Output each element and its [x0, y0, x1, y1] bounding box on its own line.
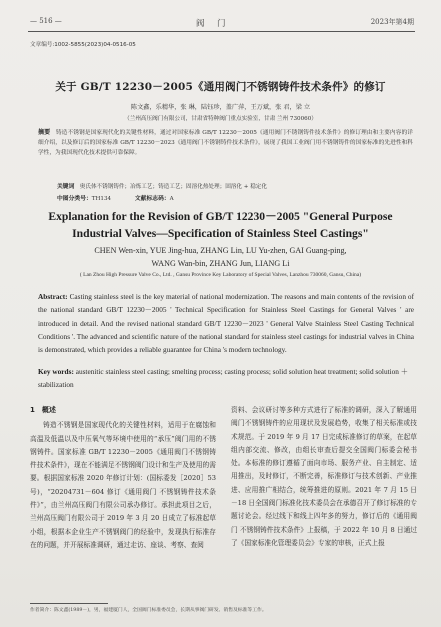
- english-affiliation: ( Lan Zhou High Pressure Valve Co., Ltd. , Gansu Province Key Laboratory of Special Valves, Lanzhou 730060, Gansu, China): [79, 272, 362, 278]
- chinese-abstract-text: 铸造不锈钢是国家现代化的关键性材料，通过对国家标准 GB/T 12230－2005《通用阀门不锈钢铸件技术条件》的修订理由和主要内容的详细介绍，以及修订后的国家标准 GB/T 12230－2023《通用阀门不锈钢铸件技术条件》，展现了我国工业阀门用不锈钢铸件的国家标准的先进性和科学性，为我国现代化技术提供可靠保障。: [38, 130, 413, 157]
- english-keywords-text: austenitic stainless steel casting; smelting process; casting process; solid solution heat treatment; solid solution ＋ stabilization: [38, 367, 409, 389]
- english-keywords: [38, 366, 414, 392]
- chinese-keywords-text: 奥氏体不锈钢铸件；冶炼工艺；铸造工艺；固溶化热处理；固溶化 + 稳定化: [79, 184, 267, 190]
- english-abstract: [38, 290, 414, 356]
- body-right-column: [231, 404, 417, 550]
- chinese-abstract-label: 摘要: [38, 129, 51, 136]
- english-keywords-label: Key words:: [38, 367, 74, 376]
- english-abstract-label: Abstract:: [38, 292, 68, 301]
- clc-label: 中图分类号：: [57, 196, 92, 202]
- journal-name: 阀 门: [196, 19, 228, 29]
- doc-code: A: [169, 196, 174, 202]
- body-right-text: 资料、会议研讨等多种方式进行了标准的调研，深入了解通用阀门不锈钢铸件的应用现状及发展趋势，收集了相关标准或技术规范。于 2019 年 9 月 17 日完成标准修订的草案，在起草组内部交流、修改，由组长审查后提交全国阀门标委会秘书处。本标准的修订遵循了面向市场、服务产业、自主制定、适用推出，及时修订，不断完善，标准修订与技术创新、产业推进、应用推广相结合，统筹推进的原则。2021 年 7 月 15 日－18 日全国阀门标准化技术委员会在承德召开了修订标准的专题讨论会。经过线下和线上四年多的努力，修订后的《通用阀门 不锈钢铸件技术条件》上报稿，于 2022 年 10 月 8 日通过了《国家标准化管理委员会》专家的审核，正式上报: [231, 406, 417, 547]
- english-title-line-2: Industrial Valves—Specification of Stainless Steel Castings": [72, 226, 369, 240]
- english-abstract-text: Casting stainless steel is the key material of national modernization. The reasons and main contents of the revision of the national standard GB/T 12230－2005 ' Technical Specification for Stainless Steel Castings for General Valves ' are introduced in detail. And the revised national standard GB/T 12230－2023 ' General Valve Stainless Steel Casting Technical Conditions '. The advanced and scientific nature of the national standard for stainless steel castings for industrial valves in China is demonstrated, which provides a reliable guarantee for China 's modern technology.: [38, 292, 415, 355]
- chinese-title: 关于 GB/T 12230－2005《通用阀门不锈钢铸件技术条件》的修订: [55, 81, 386, 93]
- footnote-rule: [30, 603, 108, 604]
- body-left-column: [30, 404, 216, 552]
- chinese-keywords-label: 关键词: [57, 184, 75, 190]
- english-title-line-1: Explanation for the Revision of GB/T 12230－2005 "General Purpose: [48, 210, 393, 223]
- chinese-authors: 陈文鑫，乐精华，张 琳，陆钰珍，盖广萍，王万斌，张 君，梁 立: [130, 104, 311, 111]
- classification-line: [57, 193, 417, 202]
- body-left-text: 铸造不锈钢是国家现代化的关键性材料，适用于在腐蚀和高温及低温以及中压氧气等环境中使用的“承压”阀门用的不锈钢铸件。国家标准 GB/T 12230－2005《通用阀门不锈钢铸件技术条件》，现在不能满足不锈钢阀门设计和生产及使用的需要。根据国家标准 2020 年修订计划：(国标委发［2020］53 号)，“20204731－604 修订《通用阀门 不锈钢铸件技术条件》”，由兰州高压阀门有限公司承办修订。承担此项目之后，兰州高压阀门有限公司于 2019 年 3 月 20 日成立了标准起草小组，根据本企业生产不锈钢阀门的经验中，发现执行标准存在的问题，并开展标准调研，通过走访、座谈、考察、查阅: [30, 421, 216, 549]
- chinese-keywords: [57, 181, 417, 190]
- chinese-abstract: [38, 128, 413, 159]
- header-rule: [28, 31, 415, 32]
- english-authors-line-1: CHEN Wen-xin, YUE Jing-hua, ZHANG Lin, LU Yu-zhen, GAI Guang-ping,: [94, 246, 347, 255]
- section-heading: 1 概述: [30, 406, 56, 414]
- clc-code: TH134: [91, 196, 112, 202]
- issue-number: 2023年第4期: [370, 18, 414, 26]
- page-number: — 516 —: [30, 17, 62, 25]
- doc-code-label: 文献标志码：: [134, 196, 170, 202]
- chinese-affiliation: （兰州高压阀门有限公司，甘肃省特种阀门重点实验室，甘肃 兰州 730060）: [124, 116, 317, 122]
- english-authors: [0, 245, 441, 270]
- english-authors-line-2: WANG Wan-bin, ZHANG Jun, LIANG Li: [151, 258, 290, 268]
- english-title: [0, 209, 441, 242]
- author-footnote: 作者简介：陈文鑫(1989－)，男，福建厦门人，全国阀门标准委员会，长期从事阀门研发、销售及标准等工作。: [30, 608, 267, 613]
- article-id: 文章编号:1002-5855(2023)04-0516-05: [30, 42, 136, 48]
